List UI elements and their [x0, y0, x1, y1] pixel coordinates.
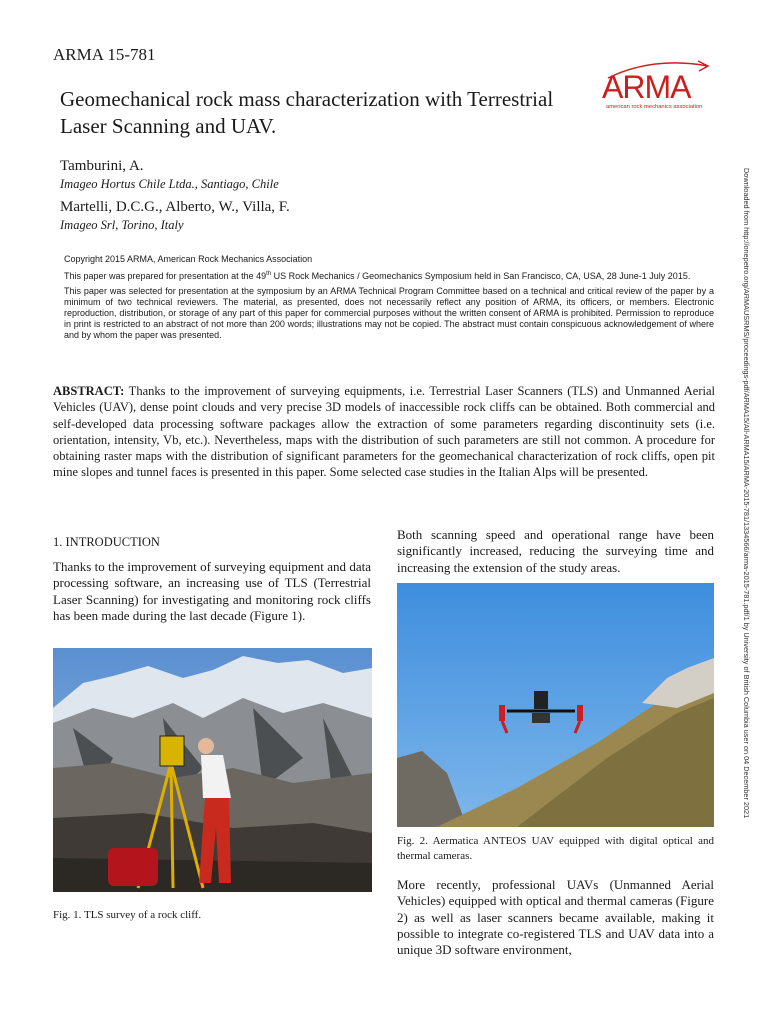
copyright-notice: [64, 254, 714, 345]
logo-text: ARMA: [602, 69, 691, 105]
download-watermark: Downloaded from http://onepetro.org/ARMAUSRMS/proceedings-pdf/ARMA15/All-ARMA15/ARMA-2015-781/1334566/arma-2015-781.pdf/1 by University of British Columbia user on 04 December 2021: [742, 168, 751, 819]
intro-paragraph-3: More recently, professional UAVs (Unmanned Aerial Vehicles) equipped with optical and thermal cameras (Figure 2) as well as laser scanners became available, making it possible to integrate co-registered TLS and UAV data into a unique 3D software environment,: [397, 877, 714, 958]
abstract: [53, 383, 715, 481]
author-1-name: Tamburini, A.: [60, 158, 144, 174]
figure-2-caption: Fig. 2. Aermatica ANTEOS UAV equipped with digital optical and thermal cameras.: [397, 835, 714, 862]
arma-logo: [598, 52, 714, 114]
presentation-note: This paper was prepared for presentation at the 49th US Rock Mechanics / Geomechanics Symposium held in San Francisco, CA, USA, 28 June-1 July 2015.: [64, 271, 691, 281]
left-column: [53, 535, 371, 624]
author-block: [60, 157, 620, 239]
selection-note: This paper was selected for presentation at the symposium by an ARMA Technical Program Committee based on a technical and critical review of the paper by a minimum of two technical reviewers. The material, as presented, does not necessarily reflect any position of ARMA, its officers, or members. Electronic reproduction, distribution, or storage of any part of this paper for commercial purposes without the written consent of ARMA is prohibited. Permission to reproduce in print is restricted to an abstract of not more than 200 words; illustrations may not be copied. The abstract must contain conspicuous acknowledgement of where and by whom the paper was presented.: [64, 286, 714, 340]
red-bag-icon: [108, 848, 158, 886]
author-1-affiliation: Imageo Hortus Chile Ltda., Santiago, Chile: [60, 177, 279, 191]
abstract-text: Thanks to the improvement of surveying equipments, i.e. Terrestrial Laser Scanners (TLS) and Unmanned Aerial Vehicles (UAV), dense point clouds and very precise 3D models of inaccessible rock cliffs can be obtained. Both commercial and self-developed data processing software packages allow the extraction of some parameters regarding discontinuity sets (i.e. orientation, intensity, Vb, etc.). Nevertheless, maps with the distribution of such parameters are still not common. A procedure for obtaining raster maps with the distribution of significant parameters for the geomechanical characterization of rock cliffs, open pit mine slopes and tunnel faces is presented in this paper. Some selected case studies in the Italian Alps will be presented.: [53, 384, 715, 480]
intro-paragraph-1: Thanks to the improvement of surveying equipment and data processing software, an increasing use of TLS (Terrestrial Laser Scanning) for investigating and monitoring rock cliffs has been made during the last decade (Figure 1).: [53, 559, 371, 623]
author-2-name: Martelli, D.C.G., Alberto, W., Villa, F.: [60, 199, 290, 215]
section-heading: 1. INTRODUCTION: [53, 535, 160, 549]
laser-scanner-icon: [160, 736, 184, 766]
figure-1-caption: Fig. 1. TLS survey of a rock cliff.: [53, 909, 202, 921]
paper-id: ARMA 15-781: [53, 45, 156, 64]
figure-1-tls-survey-photo: [53, 648, 372, 892]
figure-2-uav-photo: [397, 583, 714, 827]
logo-subtext: american rock mechanics association: [606, 104, 703, 110]
paper-title: Geomechanical rock mass characterization with Terrestrial Laser Scanning and UAV.: [60, 87, 554, 138]
right-column: [397, 527, 714, 576]
intro-paragraph-2: Both scanning speed and operational range have been significantly increased, reducing the surveying time and increasing the extension of the study areas.: [397, 527, 714, 575]
copyright-line: Copyright 2015 ARMA, American Rock Mechanics Association: [64, 254, 313, 264]
author-2-affiliation: Imageo Srl, Torino, Italy: [60, 218, 184, 232]
abstract-label: ABSTRACT:: [53, 384, 125, 398]
right-column-bottom: [397, 877, 714, 958]
